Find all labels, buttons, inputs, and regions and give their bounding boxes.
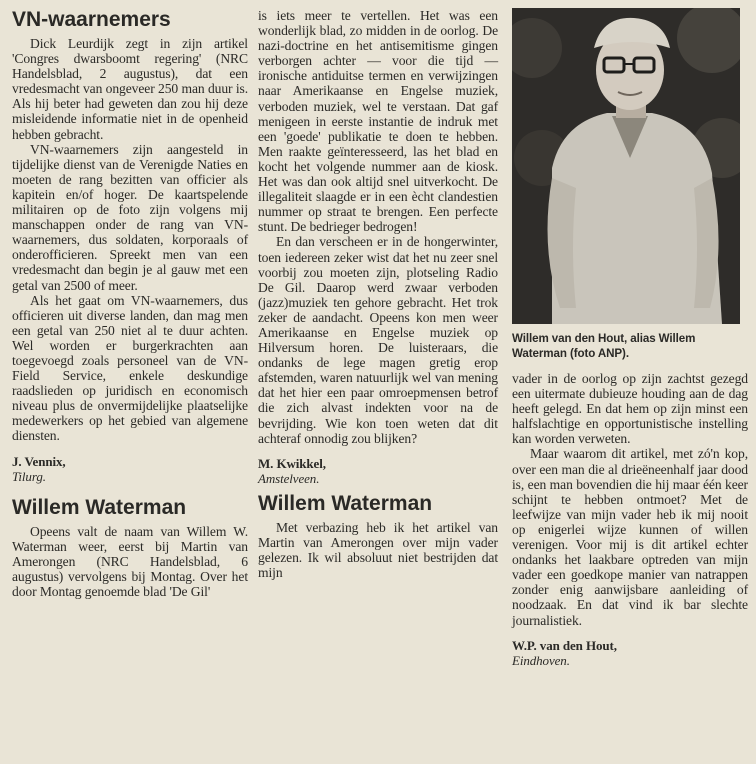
column-left [12, 8, 248, 599]
letter-paragraph: Met verbazing heb ik het artikel van Martin van Amerongen over mijn vader gelezen. Ik wil absoluut niet bestrijden dat mijn [258, 519, 498, 580]
photo-caption: Willem van den Hout, alias Willem Waterman (foto ANP). [512, 332, 696, 360]
column-right [512, 8, 748, 668]
letter-paragraph: Als het gaat om VN-waarnemers, dus officieren uit diverse landen, dan mag men een getal van 250 niet al te duur achten. Wel worden er burgerkrachten aan toegevoegd zoals personeel van de VN-Field Service, enkele deskundige raadslieden op juridisch en economisch niveau plus de onvermijdelijke plaatselijke medewerkers op het gebied van algemene diensten. [12, 292, 248, 444]
column-middle [258, 8, 498, 580]
letter-paragraph-continued: vader in de oorlog op zijn zachtst gezegd een uitermate dubieuze houding aan de dag heeft gelegd. En dat hem op zijn minst een halfslachtige en opportunistische instelling kan worden verweten. [512, 371, 748, 447]
letter-paragraph: VN-waarnemers zijn aangesteld in tijdelijke dienst van de Verenigde Naties en moeten de rang bezitten van officier als kapitein en/of hoger. De kaartspelende militairen op de foto zijn volgens mij manschappen onder de rang van VN-waarnemers, dus soldaten, korporaals of onderofficieren. Spreekt men van een vredesmacht dan begin je al gauw met een getal van 2500 of meer. [12, 141, 248, 293]
letter-paragraph: Maar waarom dit artikel, met zó'n kop, over een man die al drieëneenhalf jaar dood is, een man bovendien die hij maar één keer schijnt te hebben ontmoet? Met de leefwijze van mijn vader heb ik mij nooit op enigerlei wijze kunnen of willen verenigen. Voor mij is dit artikel echter ondanks het laakbare optreden van mijn vader een goedkope manier van natrappen zonder enig aanwijsbare aanleiding of noodzaak. En dat vind ik bar slechte journalistiek. [512, 446, 748, 628]
place-amstelveen: Amstelveen. [258, 470, 320, 486]
portrait-photo [512, 8, 740, 324]
signature-van-den-hout: W.P. van den Hout, [512, 637, 617, 653]
letter-paragraph: Opeens valt de naam van Willem W. Waterman weer, eerst bij Martin van Amerongen (NRC Handelsblad, 6 augustus) vervolgens bij Montag. Over het door Montag genoemde blad 'De Gil' [12, 523, 248, 599]
headline-willem-waterman-1: Willem Waterman [12, 495, 187, 519]
portrait-image [512, 8, 740, 324]
signature-vennix: J. Vennix, [12, 453, 66, 469]
signature-kwikkel: M. Kwikkel, [258, 455, 326, 471]
letter-paragraph-continued: is iets meer te vertellen. Het was een wonderlijk blad, zo midden in de oorlog. De nazi-doctrine en het antisemitisme gingen verborgen achter — voor die tijd — ironische antiduitse termen en verwijzingen naar Amerikaanse en Engelse muziek, verboden muziek, wel te verstaan. Dat gaf menigeen in eerste instantie de indruk met een 'goede' publikatie te doen te hebben. Men raakte geïnteresseerd, las het blad en kocht het volgende nummer aan de kiosk. Het was dan ook altijd snel uitverkocht. De illegaliteit slaagde er in een ècht clandestien nummer op straat te brengen. Een perfecte stunt. De bedrieger bedrogen! [258, 8, 498, 235]
letter-paragraph: En dan verscheen er in de hongerwinter, toen iedereen zeker wist dat het nu zeer snel voorbij zou moeten zijn, plotseling Radio De Gil. Daarop werd zwaar verboden (jazz)muziek ten gehore gebracht. Het trok zeker de aandacht. Opeens kon men weer Amerikaanse en Engelse muziek op Hilversum horen. De luisteraars, die ondanks de lege magen gretig erop afstemden, waren natuurlijk wel van mening dat het hier een paar omroepmensen betrof die zich alvast indekten voor na de bevrijding. Wie kon toen weten dat dit achteraf onnodig zou blijken? [258, 234, 498, 446]
place-eindhoven: Eindhoven. [512, 652, 570, 668]
letter-paragraph: Dick Leurdijk zegt in zijn artikel 'Congres dwarsboomt regering' (NRC Handelsblad, 2 augustus), dat een vredesmacht van ongeveer 250 man duur is. Als hij beter had geweten dan zou hij deze misleidende informatie niet in de openheid hebben gebracht. [12, 36, 248, 142]
place-tilburg: Tilurg. [12, 468, 46, 484]
headline-willem-waterman-2: Willem Waterman [258, 491, 433, 515]
headline-vn-waarnemers: VN-waarnemers [12, 8, 171, 31]
